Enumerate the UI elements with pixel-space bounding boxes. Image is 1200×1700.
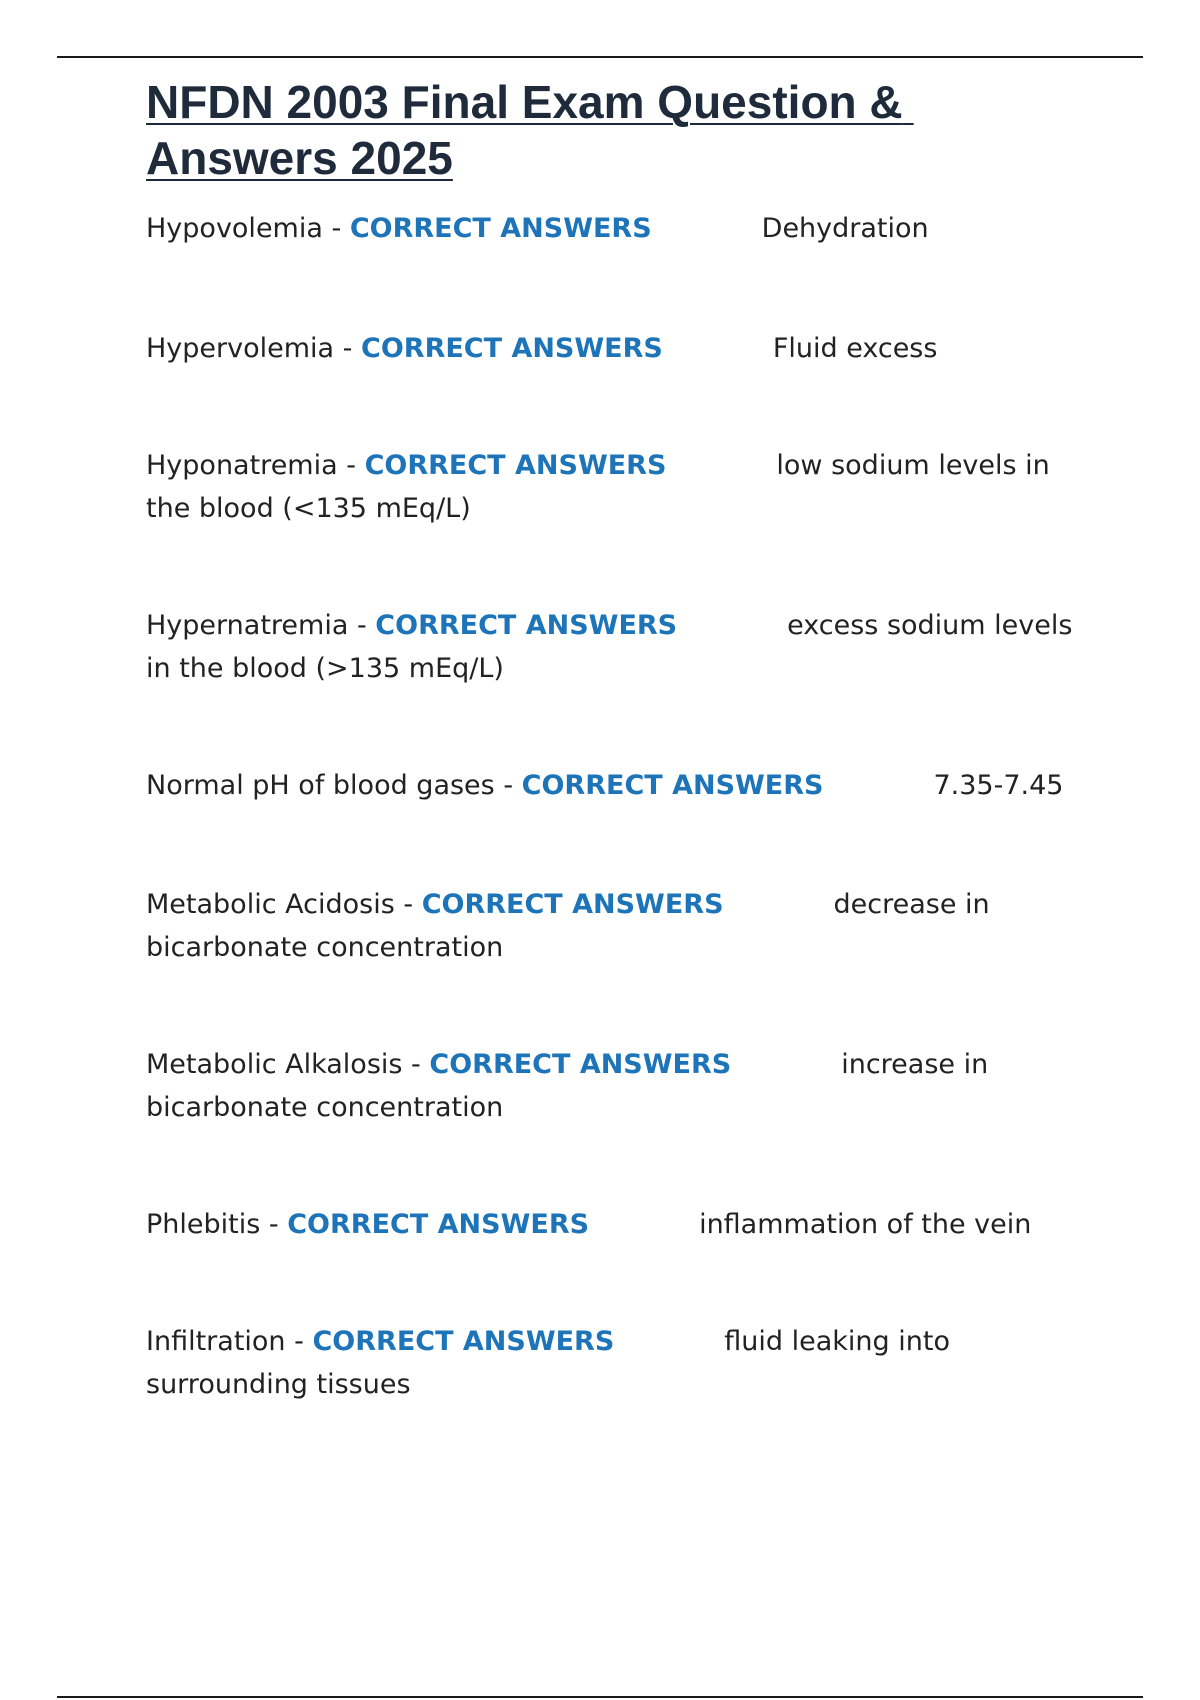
correct-answers-label: CORRECT ANSWERS xyxy=(312,1326,615,1357)
qa-item xyxy=(146,1320,1076,1406)
qa-term: Infiltration xyxy=(146,1326,286,1357)
qa-answer: low sodium levels in the blood (<135 mEq/L) xyxy=(146,450,1050,524)
qa-separator: - xyxy=(394,889,422,920)
correct-answers-label: CORRECT ANSWERS xyxy=(364,450,667,481)
qa-item xyxy=(146,207,1076,250)
qa-answer: Fluid excess xyxy=(772,333,938,364)
qa-item xyxy=(146,1043,1076,1129)
correct-answers-label: CORRECT ANSWERS xyxy=(429,1049,732,1080)
qa-answer: increase in bicarbonate concentration xyxy=(146,1049,989,1123)
qa-term: Hypervolemia xyxy=(146,333,335,364)
qa-term: Metabolic Acidosis xyxy=(146,889,395,920)
qa-term: Metabolic Alkalosis xyxy=(146,1049,403,1080)
correct-answers-label: CORRECT ANSWERS xyxy=(521,770,824,801)
qa-separator: - xyxy=(322,213,350,244)
qa-term: Hypernatremia xyxy=(146,610,349,641)
qa-term: Hyponatremia xyxy=(146,450,338,481)
qa-item xyxy=(146,444,1076,530)
qa-separator: - xyxy=(260,1209,288,1240)
qa-answer: excess sodium levels in the blood (>135 mEq/L) xyxy=(146,610,1073,684)
qa-answer: Dehydration xyxy=(761,213,929,244)
qa-item xyxy=(146,883,1076,969)
qa-item xyxy=(146,327,1076,370)
qa-item xyxy=(146,1203,1076,1246)
qa-term: Phlebitis xyxy=(146,1209,261,1240)
qa-separator: - xyxy=(285,1326,313,1357)
top-rule xyxy=(57,56,1143,58)
correct-answers-label: CORRECT ANSWERS xyxy=(287,1209,590,1240)
correct-answers-label: CORRECT ANSWERS xyxy=(361,333,663,364)
correct-answers-label: CORRECT ANSWERS xyxy=(375,610,678,641)
qa-answer: inflammation of the vein xyxy=(699,1209,1032,1240)
qa-answer: decrease in bicarbonate concentration xyxy=(146,889,990,963)
qa-separator: - xyxy=(348,610,376,641)
qa-term: Hypovolemia xyxy=(146,213,323,244)
correct-answers-label: CORRECT ANSWERS xyxy=(349,213,652,244)
correct-answers-label: CORRECT ANSWERS xyxy=(421,889,724,920)
qa-separator: - xyxy=(337,450,365,481)
page-title: NFDN 2003 Final Exam Question & Answers 2025 xyxy=(146,76,914,184)
qa-answer: fluid leaking into surrounding tissues xyxy=(146,1326,950,1400)
bottom-rule xyxy=(57,1696,1143,1698)
qa-item xyxy=(146,604,1076,690)
qa-answer: 7.35-7.45 xyxy=(933,770,1064,801)
qa-separator: - xyxy=(402,1049,430,1080)
qa-separator: - xyxy=(334,333,362,364)
qa-separator: - xyxy=(494,770,522,801)
qa-item xyxy=(146,764,1076,807)
qa-term: Normal pH of blood gases xyxy=(146,770,495,801)
